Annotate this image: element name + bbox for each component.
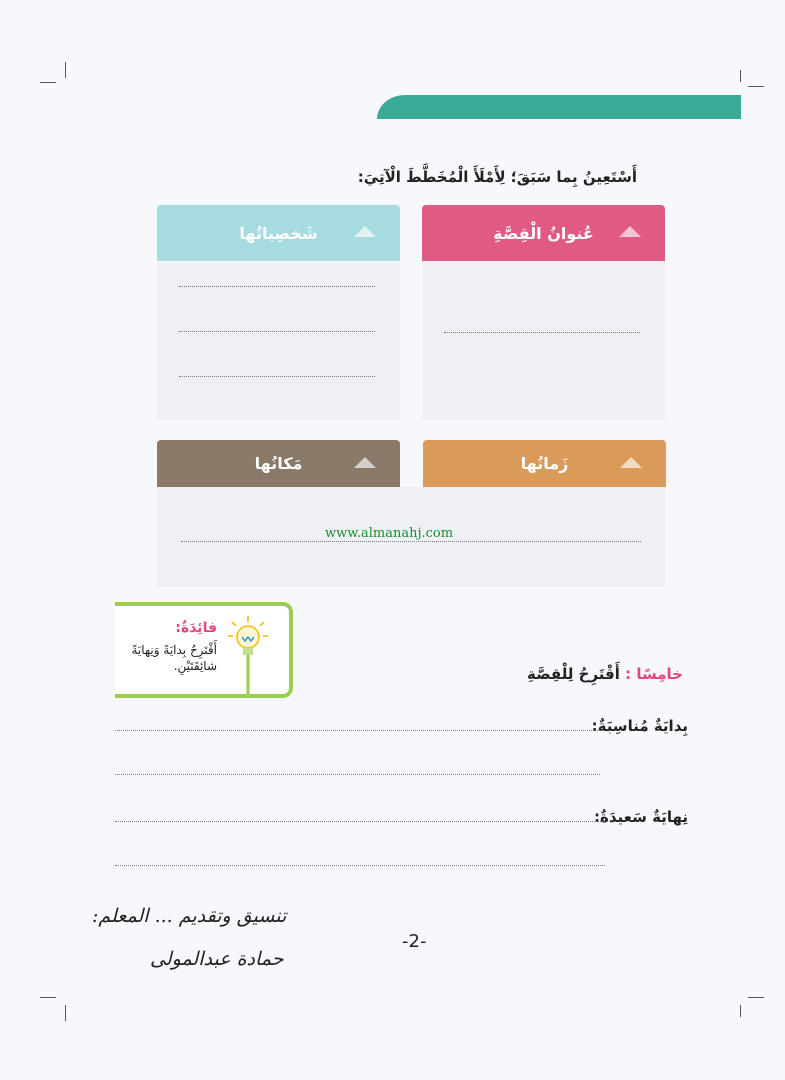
writing-line — [179, 331, 375, 332]
label-ending: نِهايَةٌ سَعيدَةٌ: — [594, 808, 688, 826]
triangle-icon — [620, 457, 642, 468]
crop-mark — [740, 70, 741, 82]
writing-line — [179, 286, 375, 287]
writing-line — [444, 332, 640, 333]
card-characters — [157, 205, 400, 261]
label-beginning: بِدايَةٌ مُناسِبَةٌ: — [591, 717, 688, 735]
card-story-time-header — [423, 440, 666, 487]
card-label: شَخصِياتُها — [239, 223, 318, 243]
card-label: مَكانُها — [254, 454, 303, 473]
crop-mark — [40, 82, 56, 83]
card-characters-header — [157, 205, 400, 261]
crop-mark — [748, 997, 764, 998]
header-band — [377, 95, 741, 119]
crop-mark — [748, 86, 764, 87]
instruction-text: أَسْتَعِينُ بِما سَبَقَ؛ لِأَمْلَأَ الْمُخَطَّطَ الْآتِيَ: — [357, 168, 637, 186]
writing-line[interactable] — [115, 865, 605, 866]
card-story-place — [157, 440, 400, 487]
card-story-title — [422, 205, 665, 261]
triangle-icon — [354, 457, 376, 468]
card-story-title-header — [422, 205, 665, 261]
writing-line[interactable] — [115, 774, 600, 775]
signature-line-2: حمادة عبدالمولى — [150, 948, 284, 970]
triangle-icon — [619, 226, 641, 237]
page-number: -2- — [402, 931, 427, 952]
watermark: www.almanahj.com — [325, 526, 454, 541]
card-label: عُنوانُ الْقِصَّةِ — [493, 223, 594, 243]
writing-line — [179, 376, 375, 377]
answer-area-characters[interactable] — [157, 262, 400, 420]
section-five-heading — [527, 665, 683, 683]
tip-text: أَقْتَرِحُ بِدايَةً وَنِهايَةً شائِقَتَيْنِ. — [131, 643, 217, 673]
answer-area-story-title[interactable] — [422, 262, 665, 420]
tip-title: فائِدَةٌ: — [175, 620, 217, 636]
crop-mark — [65, 1005, 66, 1021]
writing-line[interactable] — [115, 730, 600, 731]
crop-mark — [740, 1005, 741, 1017]
card-story-time — [423, 440, 666, 487]
crop-mark — [65, 62, 66, 78]
signature-line-1: تنسيق وتقديم ... المعلم: — [92, 905, 287, 927]
section-number: خامِسًا : — [625, 665, 683, 683]
writing-line[interactable] — [115, 821, 605, 822]
card-label: زَمانُها — [520, 454, 569, 473]
crop-mark — [40, 997, 56, 998]
section-title: أَقْتَرِحُ لِلْقِصَّةِ — [527, 665, 620, 683]
writing-line — [181, 541, 641, 542]
lightbulb-icon — [228, 616, 268, 696]
card-story-place-header — [157, 440, 400, 487]
triangle-icon — [354, 226, 376, 237]
